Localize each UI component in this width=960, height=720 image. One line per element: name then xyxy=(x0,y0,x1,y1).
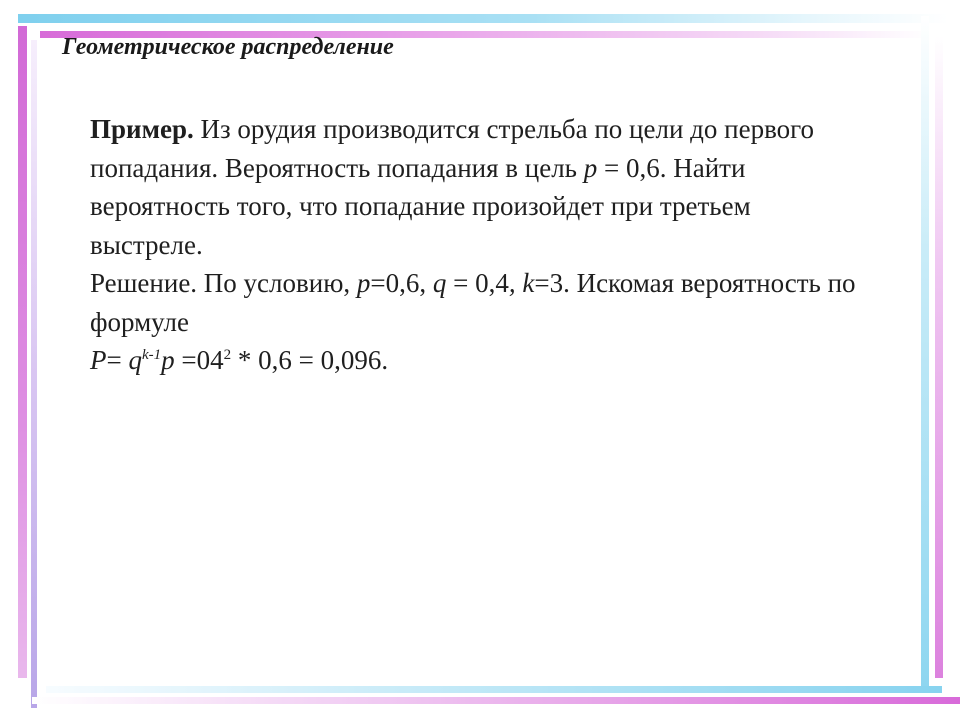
example-label: Пример. xyxy=(90,114,194,144)
decor-bar-bottom-cyan xyxy=(46,686,942,693)
formula-rhs-1: =04 xyxy=(174,345,224,375)
example-p-variable: p xyxy=(583,152,598,183)
decor-bar-right-cyan xyxy=(921,16,929,688)
formula-P: P xyxy=(90,345,107,375)
decor-bar-left-magenta xyxy=(18,26,27,678)
decor-bar-right-magenta xyxy=(935,36,943,678)
slide-body xyxy=(90,110,870,380)
decor-bar-left-lavender xyxy=(31,40,37,708)
decor-bar-bottom-magenta xyxy=(32,697,960,704)
formula-p: p xyxy=(161,345,175,375)
formula-eq: = xyxy=(106,345,129,375)
formula-rhs-2: * 0,6 = 0,096. xyxy=(231,345,389,375)
formula-q: q xyxy=(128,345,142,375)
example-text-2: = 0,6. Найти вероятность того, что попадание произойдет при третьем выстреле. xyxy=(90,152,751,260)
example-paragraph xyxy=(90,110,870,264)
solution-k-value: =3. Искомая вероятность по формуле xyxy=(90,268,856,337)
formula-exponent-k-1: k-1 xyxy=(141,347,162,363)
solution-q-variable: q xyxy=(432,268,447,298)
solution-separator: , xyxy=(508,268,523,298)
decor-bar-top-cyan xyxy=(18,14,948,23)
slide-title: Геометрическое распределение xyxy=(62,34,394,60)
solution-p-variable: p xyxy=(356,268,371,298)
solution-q-value: = 0,4 xyxy=(446,268,509,298)
formula-exponent-2: 2 xyxy=(223,347,232,363)
solution-k-variable: k xyxy=(522,268,535,298)
solution-p-value: =0,6, xyxy=(370,268,433,298)
example-text-1: Из орудия производится стрельба по цели до первого попадания. Вероятность попадания в цель xyxy=(90,114,815,183)
solution-paragraph xyxy=(90,264,870,341)
solution-lead: Решение. По условию, xyxy=(90,268,357,298)
formula-line xyxy=(90,341,870,380)
